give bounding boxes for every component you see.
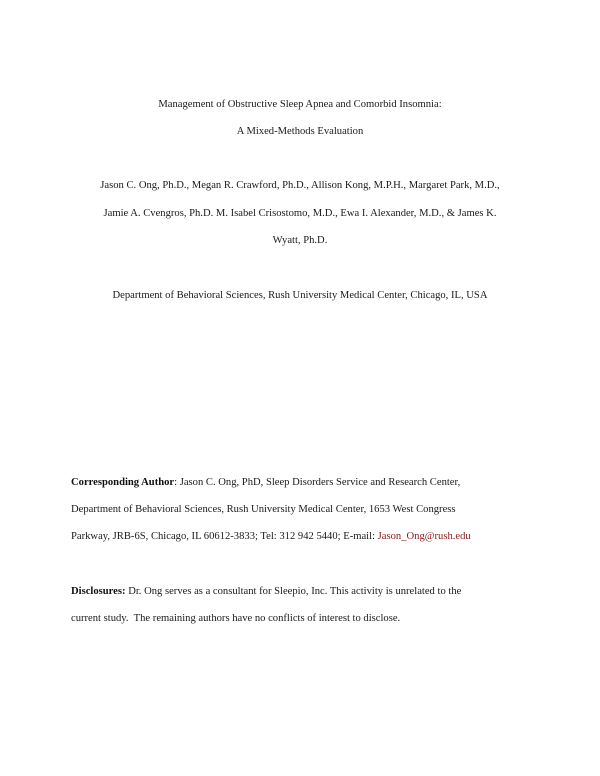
paper-title-line-2: A Mixed-Methods Evaluation — [236, 126, 364, 137]
disclosures-line-1 — [71, 585, 461, 599]
corresponding-author-line-3 — [71, 530, 471, 544]
authors-line-3: Wyatt, Ph.D. — [272, 235, 328, 246]
paper-title-line-1: Management of Obstructive Sleep Apnea and Comorbid Insomnia: — [158, 99, 442, 110]
corresponding-author-text: : Jason C. Ong, PhD, Sleep Disorders Service and Research Center, — [174, 477, 461, 488]
corresponding-author-line-1 — [71, 476, 460, 490]
disclosures-line-2: current study. The remaining authors have no conflicts of interest to disclose. — [71, 613, 401, 624]
disclosures-text: Dr. Ong serves as a consultant for Sleepio, Inc. This activity is unrelated to the — [125, 586, 462, 597]
disclosures-label: Disclosures: — [71, 586, 126, 597]
corresponding-author-label: Corresponding Author — [71, 477, 175, 488]
affiliation: Department of Behavioral Sciences, Rush University Medical Center, Chicago, IL, USA — [112, 290, 488, 301]
corresponding-author-line-2: Department of Behavioral Sciences, Rush University Medical Center, 1653 West Congress — [71, 504, 456, 515]
contact-details: Parkway, JRB-6S, Chicago, IL 60612-3833; Tel: 312 942 5440; E-mail: — [71, 531, 378, 542]
email-link[interactable]: Jason_Ong@rush.edu — [377, 531, 471, 542]
authors-line-1: Jason C. Ong, Ph.D., Megan R. Crawford, Ph.D., Allison Kong, M.P.H., Margaret Park, M.D., — [100, 180, 500, 191]
authors-line-2: Jamie A. Cvengros, Ph.D. M. Isabel Crisostomo, M.D., Ewa I. Alexander, M.D., & James K. — [103, 208, 497, 219]
